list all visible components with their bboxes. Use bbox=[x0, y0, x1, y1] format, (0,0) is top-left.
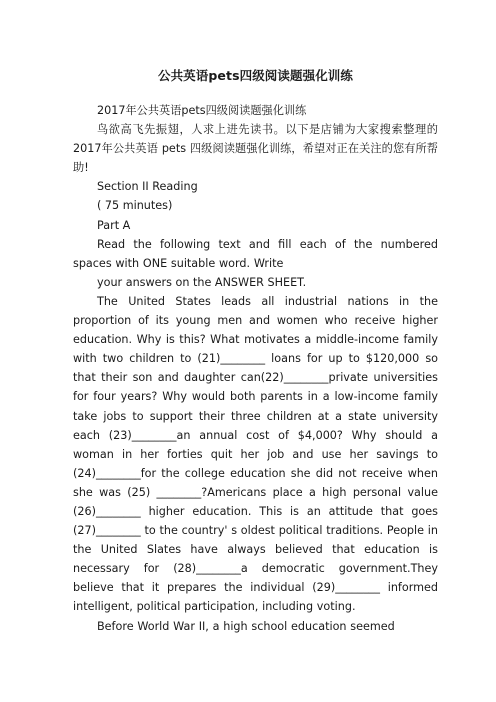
instructions: Read the following text and fill each of the numbered spaces with ONE suitable word. Write bbox=[73, 237, 438, 270]
passage-paragraph-1: The United States leads all industrial nations in the proportion of its young men and women who receive higher education. Why is this? What motivates a middle-income family with two children to (21)________ loans for up to $120,000 so that their son and daughter can(22)________private universities for four years? Why would both parents in a low-income family take jobs to support their three children at a state university each (23)________an annual cost of $4,000? Why should a woman in her forties quit her job and use her savings to (24)________for the college education she did not receive when she was (25) ________?Americans place a high personal value (26)________ higher education. This is an attitude that goes (27)________ to the country' s oldest political traditions. People in the United Slates have always believed that education is necessary for (28)________a democratic government.They believe that it prepares the individual (29)________ informed intelligent, political participation, including voting. bbox=[73, 294, 438, 614]
subtitle: 2017年公共英语pets四级阅读题强化训练 bbox=[97, 104, 307, 117]
document-title: 公共英语pets四级阅读题强化训练 bbox=[157, 68, 354, 83]
instructions-continued: your answers on the ANSWER SHEET. bbox=[97, 275, 307, 289]
part-heading: Part A bbox=[97, 218, 131, 232]
time-limit: ( 75 minutes) bbox=[97, 199, 173, 213]
intro-paragraph: 鸟欲高飞先振翅，人求上进先读书。以下是店铺为大家搜索整理的2017年公共英语 pets 四级阅读题强化训练，希望对正在关注的您有所帮助! bbox=[73, 123, 438, 175]
section-heading: Section II Reading bbox=[97, 180, 198, 194]
passage-paragraph-2: Before World War II, a high school education seemed bbox=[97, 619, 395, 633]
